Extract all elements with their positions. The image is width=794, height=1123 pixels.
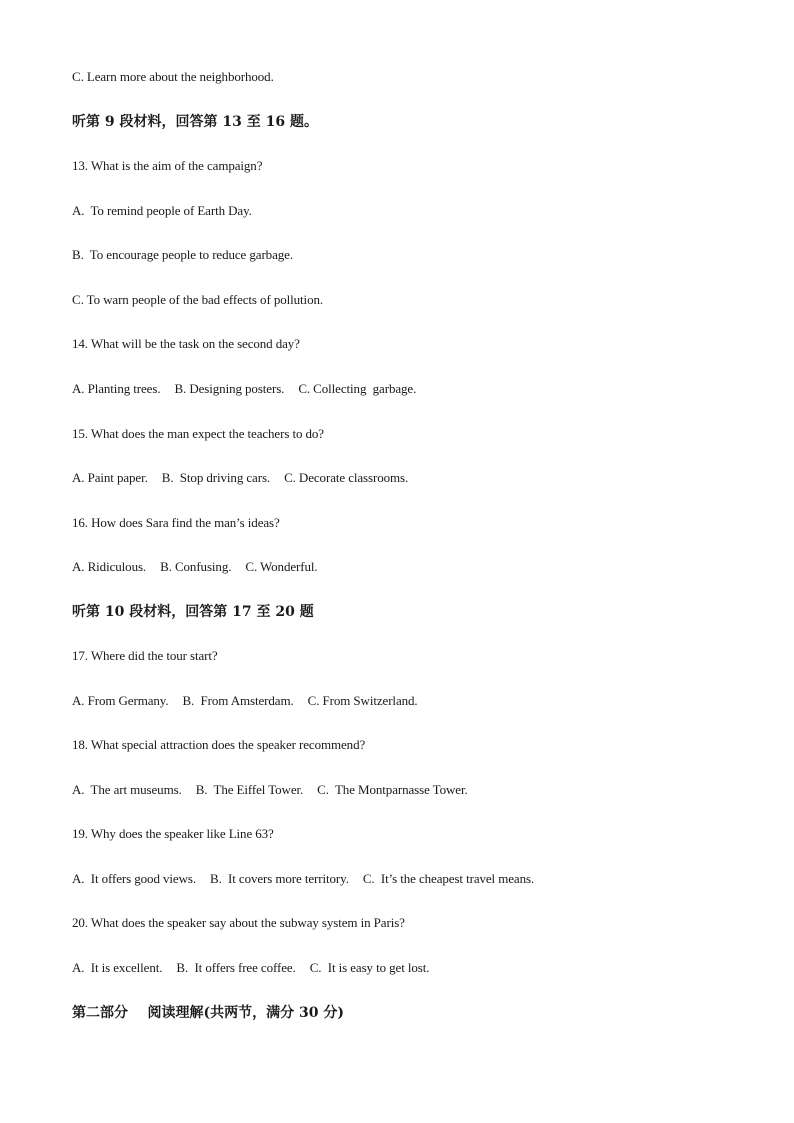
section-heading: 听第 9 段材料，回答第 13 至 16 题。	[72, 114, 318, 130]
section-heading: 听第 10 段材料，回答第 17 至 20 题	[72, 604, 314, 620]
answer-option: C. From Switzerland.	[307, 693, 418, 708]
text-line: 18. What special attraction does the speaker recommend?	[72, 737, 366, 752]
answer-options	[72, 781, 482, 799]
text-line: B. To encourage people to reduce garbage.	[72, 247, 293, 262]
text-line: 19. Why does the speaker like Line 63?	[72, 826, 274, 841]
text-line: 16. How does Sara find the man’s ideas?	[72, 515, 280, 530]
answer-option: B. Designing posters.	[174, 381, 285, 396]
text-line: C. To warn people of the bad effects of pollution.	[72, 292, 324, 307]
text-line: 15. What does the man expect the teachers to do?	[72, 426, 324, 441]
answer-option: A. Ridiculous.	[72, 559, 147, 574]
text-line: 14. What will be the task on the second day?	[72, 336, 300, 351]
answer-option: A. It is excellent.	[72, 960, 163, 975]
answer-options	[72, 692, 432, 710]
answer-option: C. It’s the cheapest travel means.	[362, 871, 535, 886]
text-line: 20. What does the speaker say about the subway system in Paris?	[72, 915, 405, 930]
answer-option: B. It offers free coffee.	[176, 960, 296, 975]
answer-option: C. Collecting garbage.	[298, 381, 417, 396]
answer-option: C. Decorate classrooms.	[284, 470, 409, 485]
answer-options	[72, 959, 443, 977]
answer-option: B. Stop driving cars.	[161, 470, 271, 485]
text-line: C. Learn more about the neighborhood.	[72, 69, 274, 84]
answer-option: C. The Montparnasse Tower.	[317, 782, 468, 797]
answer-options	[72, 469, 422, 487]
answer-option: B. From Amsterdam.	[182, 693, 294, 708]
section-heading: 第二部分 阅读理解(共两节，满分 30 分)	[72, 1005, 344, 1021]
answer-option: A. The art museums.	[72, 782, 182, 797]
answer-option: A. It offers good views.	[72, 871, 196, 886]
answer-option: B. It covers more territory.	[210, 871, 349, 886]
answer-option: A. From Germany.	[72, 693, 169, 708]
text-line: A. To remind people of Earth Day.	[72, 203, 252, 218]
answer-option: B. The Eiffel Tower.	[195, 782, 304, 797]
text-line: 13. What is the aim of the campaign?	[72, 158, 263, 173]
answer-option: C. It is easy to get lost.	[309, 960, 430, 975]
answer-option: A. Planting trees.	[72, 381, 161, 396]
answer-options	[72, 558, 332, 576]
answer-options	[72, 870, 548, 888]
answer-option: A. Paint paper.	[72, 470, 148, 485]
answer-option: B. Confusing.	[160, 559, 232, 574]
answer-options	[72, 380, 430, 398]
answer-option: C. Wonderful.	[245, 559, 318, 574]
text-line: 17. Where did the tour start?	[72, 648, 218, 663]
